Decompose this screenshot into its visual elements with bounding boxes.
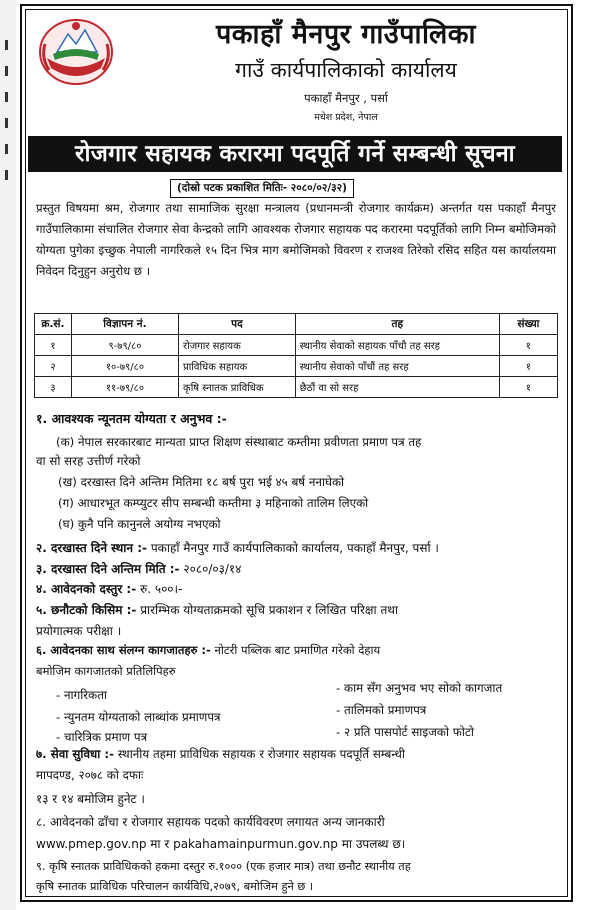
- table-row: [35, 377, 558, 398]
- office-subtitle: गाउँ कार्यपालिकाको कार्यालय: [235, 58, 457, 82]
- cell-sn: ३: [35, 377, 72, 398]
- section-1-item-a-cont: वा सो सरह उत्तीर्ण गरेको: [36, 454, 141, 468]
- table-header-row: [35, 314, 558, 335]
- cell-post: रोजगार सहायक: [179, 335, 296, 356]
- cell-count: १: [499, 335, 557, 356]
- document-item: - न्युनतम योग्यताको लाब्धांक प्रमाणपत्र: [56, 710, 221, 724]
- section-7-cont-2: १३ र १४ बमोजिम हुनेट ।: [36, 792, 145, 806]
- section-1-item-c: (ग) आधारभूत कम्प्युटर सीप सम्बन्धी कम्तीमा ३ महिनाको तालिम लिएको: [58, 496, 369, 510]
- cell-post: प्राविधिक सहायक: [179, 356, 296, 377]
- section-5-value: प्रारम्भिक योग्यताक्रमको सूचि प्रकाशन र लिखित परिक्षा तथा: [136, 603, 399, 617]
- section-9-cont: कृषि स्नातक प्राविधिक परिचालन कार्यविधि,२०७९, बमोजिम हुने छ ।: [36, 880, 314, 893]
- document-item: - तालिमको प्रमाणपत्र: [336, 703, 427, 717]
- cell-ad-no: ११-७९/८०: [71, 377, 178, 398]
- cell-count: १: [499, 377, 557, 398]
- cell-sn: १: [35, 335, 72, 356]
- section-6-label: ६. आवेदनका साथ संलग्न कागजातहरु :-: [36, 643, 211, 657]
- cell-level: स्थानीय सेवाको पाँचौं तह सरह: [295, 356, 499, 377]
- section-8: ८. आवेदनको ढाँचा र रोजगार सहायक पदको कार्यविवरण लगायत अन्य जानकारी: [36, 815, 385, 829]
- document-item: - नागरिकता: [56, 688, 107, 702]
- scan-edge-strip: [0, 0, 16, 910]
- section-5-cont: प्रयोगात्मक परीक्षा ।: [36, 624, 122, 638]
- office-name: पकाहाँ मैनपुर गाउँपालिका: [215, 19, 477, 50]
- cell-ad-no: ९-७९/८०: [71, 335, 178, 356]
- office-address: पकाहाँ मैनपुर , पर्सा: [304, 91, 388, 105]
- col-header-post: पद: [179, 314, 296, 335]
- section-2-label: २. दरखास्त दिने स्थान :-: [36, 541, 148, 555]
- document-item: - २ प्रति पासपोर्ट साइजको फोटो: [336, 725, 474, 739]
- notice-title-banner: रोजगार सहायक करारमा पदपूर्ति गर्ने सम्बन्धी सूचना: [28, 136, 562, 172]
- cell-level: छैठौं वा सो सरह: [295, 377, 499, 398]
- section-4-label: ४. आवेदनको दस्तुर :-: [36, 582, 137, 596]
- section-4-value: रु. ५००।-: [136, 582, 183, 596]
- section-1-title: १. आवश्यक न्यूनतम योग्यता र अनुभव :-: [36, 411, 227, 426]
- col-header-sn: क्र.सं.: [35, 314, 72, 335]
- table-row: [35, 356, 558, 377]
- section-2: [36, 539, 558, 556]
- notice-intro: प्रस्तुत विषयमा श्रम, रोजगार तथा सामाजिक सुरक्षा मन्त्रालय (प्रधानमन्त्री रोजगार कार्यक्रम) अन्तर्गत यस पकाहाँ मैनपुर गाउँपालिकामा संचालित रोजगार सेवा केन्द्रको लागि आवश्यक रोजगार सहायक पद करारमा पदपूर्तिको लागि निम्न बमोजिमको योग्यता पुगेका इच्छुक नेपाली नागरिकले १५ दिन भित्र माग बमोजिमको विवरण र राजश्व तिरेको रसिद सहित यस कार्यालयमा निवेदन दिनुहुन अनुरोध छ ।: [36, 201, 556, 278]
- nepal-government-emblem-icon: [35, 14, 117, 88]
- section-6-value: नोटरी पब्लिक बाट प्रमाणित गरेको देहाय: [210, 643, 381, 657]
- section-3: [36, 560, 558, 577]
- cell-count: १: [499, 356, 557, 377]
- section-1-item-a: (क) नेपाल सरकारबाट मान्यता प्राप्त शिक्षण संस्थाबाट कम्तीमा प्रवीणता प्रमाण पत्र तह: [56, 435, 422, 449]
- cell-level: स्थानीय सेवाको सहायक पाँचौ तह सरह: [295, 335, 499, 356]
- section-7-value: स्थानीय तहमा प्राविधिक सहायक र रोजगार सहायक पदपूर्ति सम्बन्धी: [114, 747, 405, 761]
- cell-ad-no: १०-७९/८०: [71, 356, 178, 377]
- document-item: - चारित्रिक प्रमाण पत्र: [56, 730, 148, 744]
- section-6: [36, 643, 558, 658]
- col-header-level: तह: [295, 314, 499, 335]
- section-7-label: ७. सेवा सुविधा :-: [36, 747, 115, 761]
- cell-sn: २: [35, 356, 72, 377]
- section-3-value: २०८०/०३/१४: [179, 562, 242, 576]
- vacancy-table: [34, 313, 558, 398]
- office-province: मधेश प्रदेश, नेपाल: [314, 112, 378, 123]
- cell-post: कृषि स्नातक प्राविधिक: [179, 377, 296, 398]
- table-row: [35, 335, 558, 356]
- section-5-label: ५. छनौटको किसिम :-: [36, 603, 137, 617]
- section-4: [36, 580, 558, 597]
- section-6-cont: बमोजिम कागजातको प्रतिलिपिहरु: [36, 664, 176, 678]
- section-9: ९. कृषि स्नातक प्राविधिकको हकमा दस्तुर रु.१००० (एक हजार मात्र) तथा छनौट स्थानीय तह: [36, 860, 411, 873]
- section-5: [36, 601, 558, 618]
- col-header-count: संख्या: [499, 314, 557, 335]
- section-7-cont: मापदण्ड, २०७८ को दफाः: [36, 768, 144, 782]
- section-3-label: ३. दरखास्त दिने अन्तिम मिति :-: [36, 562, 180, 576]
- section-8-cont: www.pmep.gov.np मा र pakahamainpurmun.gov.np मा उपलब्ध छ।: [36, 837, 406, 851]
- published-date: (दोस्रो पटक प्रकाशित मितिः- २०८०/०२/३२): [170, 179, 354, 198]
- section-1-item-b: (ख) दरखास्त दिने अन्तिम मितिमा १८ बर्ष पुरा भई ४५ बर्ष ननाघेको: [58, 475, 345, 489]
- section-2-value: पकाहाँ मैनपुर गाउँ कार्यपालिकाको कार्यालय, पकाहाँ मैनपुर, पर्सा ।: [147, 541, 439, 555]
- col-header-ad-no: विज्ञापन नं.: [71, 314, 178, 335]
- section-1-item-d: (घ) कुनै पनि कानुनले अयोग्य नभएको: [58, 517, 221, 531]
- section-7: [36, 746, 558, 762]
- document-item: - काम सँग अनुभव भए सोको कागजात: [336, 681, 503, 695]
